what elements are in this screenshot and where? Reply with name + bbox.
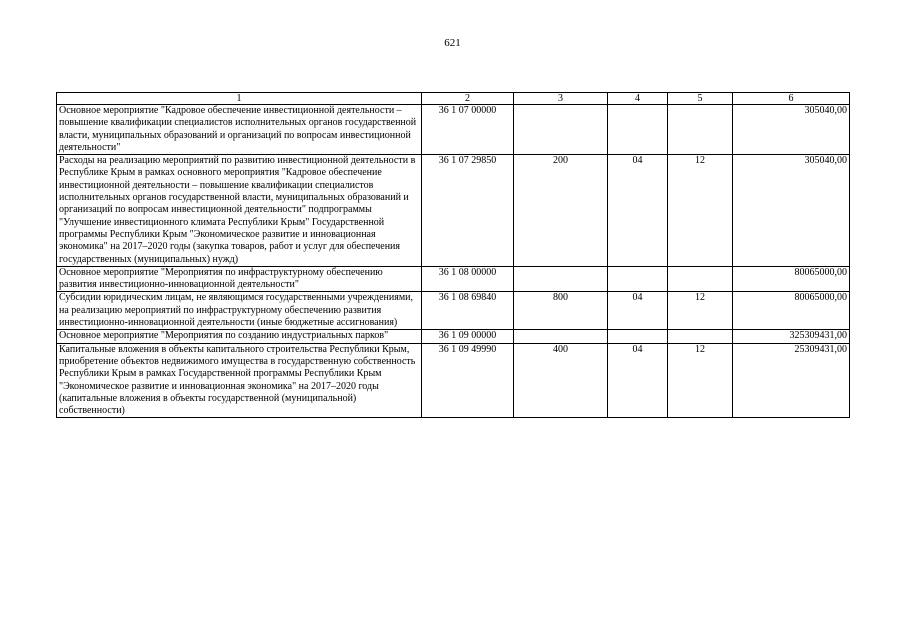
- row-expense-type: [514, 330, 608, 343]
- row-expense-type: [514, 266, 608, 292]
- table-body: [57, 105, 850, 418]
- row-subsection: 12: [668, 155, 733, 267]
- row-description: Основное мероприятие "Мероприятия по инфраструктурному обеспечению развития инвестиционно-инновационной деятельности": [57, 266, 422, 292]
- table-row: [57, 343, 850, 418]
- row-description: Основное мероприятие "Мероприятия по созданию индустриальных парков": [57, 330, 422, 343]
- row-subsection: [668, 105, 733, 155]
- row-section: [608, 266, 668, 292]
- row-amount: 80065000,00: [733, 292, 850, 330]
- column-header-5: 5: [668, 93, 733, 105]
- row-section: 04: [608, 155, 668, 267]
- row-subsection: [668, 266, 733, 292]
- table-row: [57, 330, 850, 343]
- row-section: [608, 330, 668, 343]
- row-section: 04: [608, 343, 668, 418]
- row-target-code: 36 1 09 49990: [422, 343, 514, 418]
- row-expense-type: [514, 105, 608, 155]
- table-header: [57, 93, 850, 105]
- row-target-code: 36 1 08 00000: [422, 266, 514, 292]
- table-row: [57, 266, 850, 292]
- header-row: [57, 93, 850, 105]
- row-amount: 305040,00: [733, 155, 850, 267]
- row-subsection: 12: [668, 292, 733, 330]
- row-target-code: 36 1 08 69840: [422, 292, 514, 330]
- row-amount: 25309431,00: [733, 343, 850, 418]
- budget-table: [56, 92, 850, 418]
- row-subsection: 12: [668, 343, 733, 418]
- table-row: [57, 292, 850, 330]
- column-header-4: 4: [608, 93, 668, 105]
- page-number: 621: [444, 37, 461, 49]
- column-header-6: 6: [733, 93, 850, 105]
- column-header-1: 1: [57, 93, 422, 105]
- row-expense-type: 800: [514, 292, 608, 330]
- row-expense-type: 200: [514, 155, 608, 267]
- row-section: 04: [608, 292, 668, 330]
- row-target-code: 36 1 07 00000: [422, 105, 514, 155]
- row-target-code: 36 1 07 29850: [422, 155, 514, 267]
- table-row: [57, 155, 850, 267]
- row-description: Основное мероприятие "Кадровое обеспечение инвестиционной деятельности – повышение квалификации специалистов исполнительных органов государственной власти, муниципальных образований и организаций по вопросам инвестиционной деятельности": [57, 105, 422, 155]
- row-description: Расходы на реализацию мероприятий по развитию инвестиционной деятельности в Республике Крым в рамках основного мероприятия "Кадровое обеспечение инвестиционной деятельности – повышение квалификации специалистов исполнительных органов государственной власти, муниципальных образований и организаций по вопросам инвестиционной деятельности" подпрограммы "Улучшение инвестиционного климата Республики Крым" Государственной программы Республики Крым "Экономическое развитие и инновационная экономика" на 2017–2020 годы (закупка товаров, работ и услуг для обеспечения государственных (муниципальных) нужд): [57, 155, 422, 267]
- table-row: [57, 105, 850, 155]
- row-amount: 305040,00: [733, 105, 850, 155]
- row-target-code: 36 1 09 00000: [422, 330, 514, 343]
- row-subsection: [668, 330, 733, 343]
- row-amount: 325309431,00: [733, 330, 850, 343]
- row-expense-type: 400: [514, 343, 608, 418]
- row-amount: 80065000,00: [733, 266, 850, 292]
- row-description: Субсидии юридическим лицам, не являющимся государственными учреждениями, на реализацию мероприятий по инфраструктурному обеспечению развития инвестиционно-инновационной деятельности (иные бюджетные ассигнования): [57, 292, 422, 330]
- column-header-3: 3: [514, 93, 608, 105]
- row-section: [608, 105, 668, 155]
- row-description: Капитальные вложения в объекты капитального строительства Республики Крым, приобретение объектов недвижимого имущества в государственную собственность Республики Крым в рамках Государственной программы Республики Крым "Экономическое развитие и инновационная экономика" на 2017–2020 годы (капитальные вложения в объекты государственной (муниципальной) собственности): [57, 343, 422, 418]
- column-header-2: 2: [422, 93, 514, 105]
